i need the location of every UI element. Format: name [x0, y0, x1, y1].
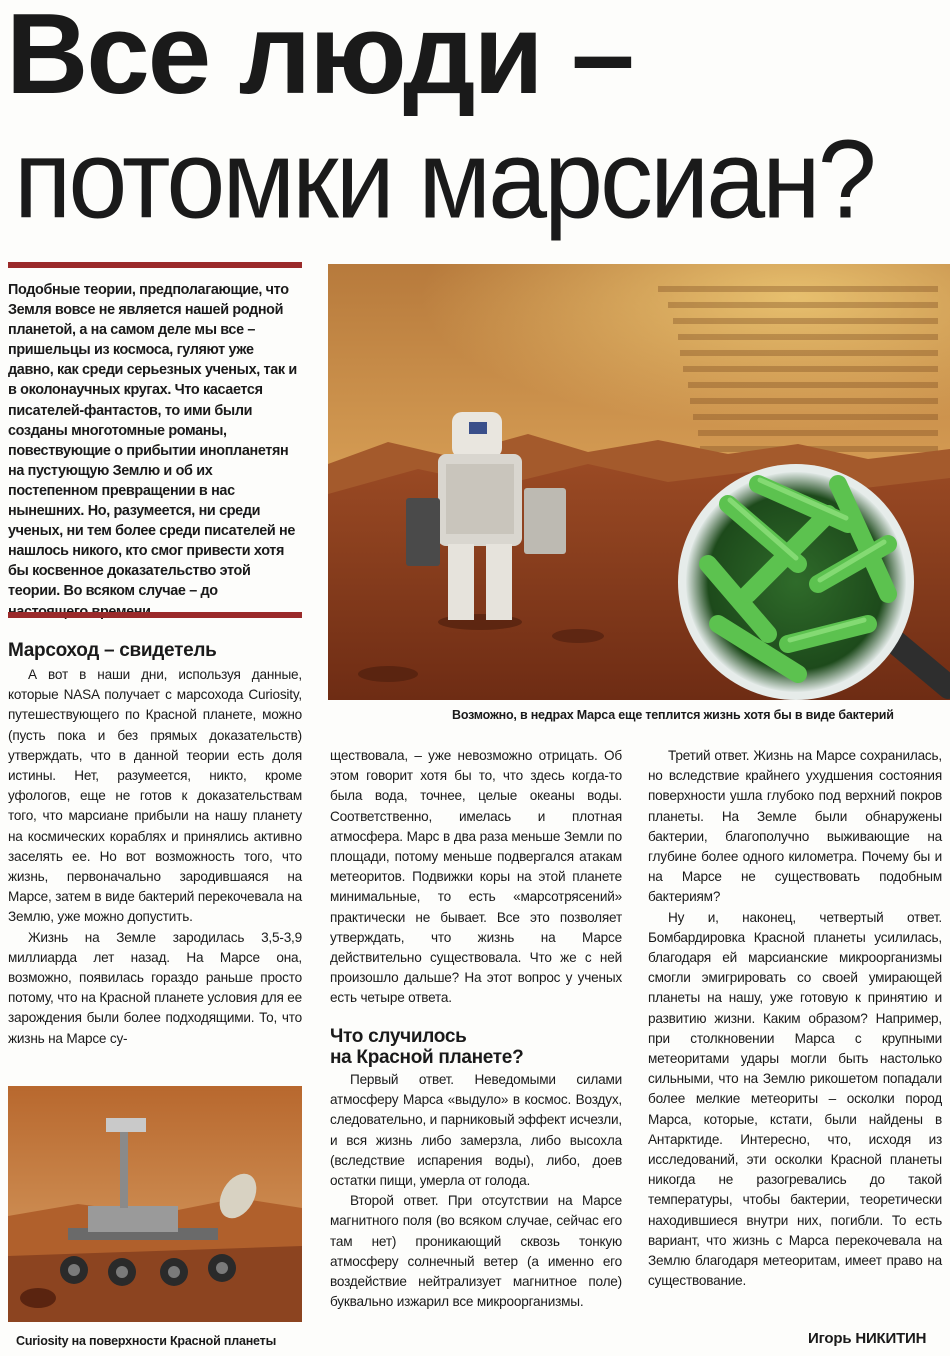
column-1-paragraph-2: Жизнь на Земле зародилась 3,5-3,9 миллиарда лет назад. На Марсе она, возможно, появилась гораздо раньше просто потому, что на Красной планете условия для ее зарождения были более подходящими. То, что жизнь на Марсе су-: [8, 929, 302, 1046]
column-2-paragraph-2: Первый ответ. Неведомыми силами атмосферу Марса «выдуло» в космос. Воздух, следовательно, и парниковый эффект исчезли, и вся жизнь либо замерзла, либо высохла (вследствие испарения воды), либо, доев остатки пищи, умерла от голода.: [330, 1072, 622, 1189]
lead-top-rule: [8, 262, 302, 268]
section-heading-rover-witness: Марсоход – свидетель: [8, 640, 217, 661]
column-3-text: [648, 746, 942, 1291]
lead-bottom-rule: [8, 612, 302, 618]
rover-image-caption: Curiosity на поверхности Красной планеты: [16, 1334, 277, 1348]
mars-astronaut-image: [328, 264, 950, 700]
column-2-text-bottom: [330, 1070, 622, 1312]
headline-line-1: Все люди –: [6, 0, 633, 118]
section-heading-what-happened-line-2: на Красной планете?: [330, 1047, 524, 1068]
column-3-paragraph-1: Третий ответ. Жизнь на Марсе сохранилась, но вследствие крайнего ухудшения состояния поверхности ушла глубоко под верхний покров планеты. На Земле были обнаружены бактерии, благополучно выживающие на глубине более одного километра. Почему бы и на Марсе не существовать подобным бактериям?: [648, 748, 942, 905]
lead-paragraph: Подобные теории, предполагающие, что Земля вовсе не является нашей родной планетой, а на самом деле мы все – пришельцы из космоса, гуляют уже давно, как среди серьезных ученых, так и в околонаучных кругах. Что касается писателей-фантастов, то ими были созданы многотомные романы, повествующие о прибытии инопланетян на пустующую Землю и об их постепенном превращении в нас нынешних. Но, разумеется, ни среди ученых, ни тем более среди писателей не нашлось никого, кто смог привести хотя бы косвенное доказательство этой теории. Во всяком случае – до: [8, 282, 297, 600]
curiosity-rover-image: [8, 1086, 302, 1322]
main-image-caption: Возможно, в недрах Марса еще теплится жизнь хотя бы в виде бактерий: [452, 708, 894, 722]
column-3-paragraph-2: Ну и, наконец, четвертый ответ. Бомбардировка Красной планеты усилилась, благодаря ей марсианские микроорганизмы смогли эмигрировать со своей умирающей планеты на нашу, уже готовую к принятию и развитию жизни. Каким образом? Например, при столкновении Марса с крупными метеоритами удары могли быть настолько сильными, что на Землю рикошетом попадали более мелкие метеориты – осколки пород Марса, которые, кстати, были найдены в Антарктиде. Интересно, что, исходя из исследований, эти осколки Красной планеты никогда не разогревались до такой температуры, чтобы бактерии, теоретически находившиеся внутри них, погибли. То есть вариант, что жизнь с Марса перекочевала на Землю благодаря метеоритам, имеет право на существование.: [648, 909, 942, 1289]
column-1-text: [8, 665, 302, 1049]
column-2-paragraph-1: ществовала, – уже невозможно отрицать. Об этом говорит хотя бы то, что здесь когда-то была вода, точнее, целые океаны воды. Соответственно, имелась и плотная атмосфера. Марс в два раза меньше Земли по площади, потому меньше подвергался атакам метеоритов. Подвижки коры на этой планете минимальные, то есть «марсотрясений» практически не бывает. Все это позволяет утверждать, что жизнь на Марсе действительно существовала. Что же с ней произошло дальше? На этот вопрос у ученых есть четыре ответа.: [330, 748, 622, 1006]
column-2-text-top: [330, 746, 622, 1009]
column-1-paragraph-1: А вот в наши дни, используя данные, которые NASA получает с марсохода Curiosity, путешествующего по Красной планете, можно (пусть пока и без прямых доказательств) утверждать, что в данной теории есть доля истины. Нет, разумеется, никто, кроме уфологов, еще не готов к доказательствам того, что марсиане прибыли на нашу планету на космических кораблях и принялись активно заселять ее. Но вот возможность того, что жизнь, первоначально зародившаяся на Марсе, затем в виде бактерий перекочевала на Землю, уже можно допустить.: [8, 667, 302, 925]
headline-line-2: потомки марсиан?: [14, 118, 874, 242]
section-heading-what-happened-line-1: Что случилось: [330, 1026, 467, 1047]
column-2-paragraph-3: Второй ответ. При отсутствии на Марсе магнитного поля (во всяком случае, сейчас его там нет) проникающий сквозь тонкую атмосферу солнечный ветер (а именно его воздействие нейтрализует магнитное поле) буквально изжарил все микроорганизмы.: [330, 1193, 622, 1310]
author-byline: Игорь НИКИТИН: [808, 1330, 927, 1347]
